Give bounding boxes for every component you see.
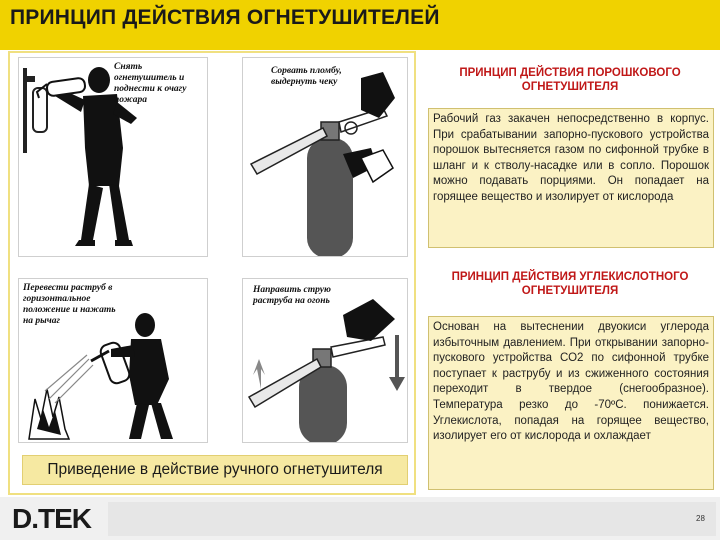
panel-pull-pin [242, 57, 408, 257]
caption-direct-stream: Направить струю раструба на огонь [253, 285, 331, 306]
co2-section-title [422, 270, 718, 298]
panel-take-extinguisher [18, 57, 208, 257]
co2-title-line2: ОГНЕТУШИТЕЛЯ [521, 285, 619, 297]
powder-section-title [422, 66, 718, 94]
powder-title-line1: ПРИНЦИП ДЕЙСТВИЯ ПОРОШКОВОГО [459, 67, 681, 79]
page-title: ПРИНЦИП ДЕЙСТВИЯ ОГНЕТУШИТЕЛЕЙ [10, 6, 440, 29]
illustration-caption: Приведение в действие ручного огнетушителя [22, 455, 408, 485]
co2-title-line1: ПРИНЦИП ДЕЙСТВИЯ УГЛЕКИСЛОТНОГО [451, 271, 689, 283]
caption-pull-pin: Сорвать пломбу, выдернуть чеку [271, 66, 342, 87]
dtek-logo: D.TEK [12, 503, 91, 534]
panel-press-lever [18, 278, 208, 443]
powder-title-line2: ОГНЕТУШИТЕЛЯ [521, 81, 619, 93]
page-number: 28 [696, 514, 705, 523]
footer-band [108, 502, 716, 536]
co2-description: Основан на вытеснении двуокиси углерода избыточным давлением. При открывании запорно-пускового устройства СО2 по сифонной трубке поступает к раструбу и из сжиженного состояния переходит в твердое (снегообразное). Температура резко до -70ºС. понижается. Углекислота, попадая на горящее вещество, изолирует его от кислорода и охлаждает [428, 316, 714, 490]
panel-direct-stream [242, 278, 408, 443]
powder-description: Рабочий газ закачен непосредственно в корпус. При срабатывании запорно-пускового устройства порошок вытесняется газом по сифонной трубке в шланг и к стволу-насадке или в сопло. Порошок можно подавать порциями. Он попадает на горящее вещество и изолирует от кислорода [428, 108, 714, 248]
caption-press-lever: Перевести раструб в горизонтальное положение и нажать на рычаг [23, 283, 116, 326]
caption-take-extinguisher: Снять огнетушитель и поднести к очагу пожара [114, 62, 187, 105]
